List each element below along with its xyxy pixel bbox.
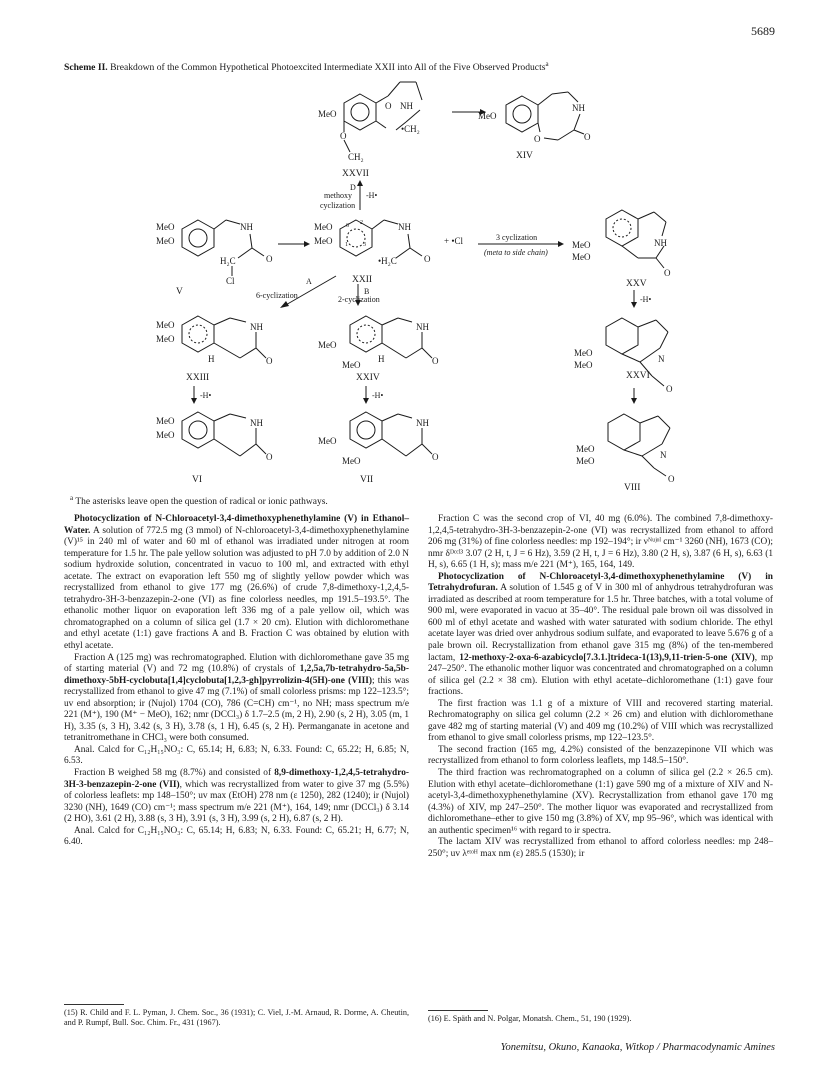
paragraph [428, 768, 773, 837]
section-heading: Photocyclization of N-Chloroacetyl-3,4-dimethoxyphenethylamine (V) in Tetrahydrofuran. [428, 571, 773, 594]
viii-n: N [660, 450, 667, 460]
paragraph [64, 514, 409, 653]
v-nh: NH [240, 222, 253, 232]
paragraph-text: The third fraction was rechromatographed on a column of silica gel (2.2 × 26.5 cm). Elution with ethyl acetate–dichloromethane (1:1) gave 590 mg of a mixture of XIV and N-acetyl-3,4-dimethoxyphenethylamine (XV). Recrystallization from ethanol gave 170 mg (4.3%) of XIV, mp 247–250°. The mother liquor was evaporated and recrystallized from dichloromethane–ether to give 150 mg (3.8%) of XV, mp 95–96°, which was identical with an authentic specimen¹⁶ with regard to ir spectra. [428, 768, 773, 836]
paragraph [428, 572, 773, 699]
xxvi-meo-1: MeO [574, 348, 593, 358]
paragraph-text: A solution of 772.5 mg (3 mmol) of N-chloroacetyl-3,4-dimethoxyphenethylamine (V)¹⁵ in 240 ml of water and 60 ml of ethanol was irradiated under nitrogen at room temperature for 1.5 hr. The pale yellow solution was adjusted to pH 7.0 by addition of 2.0 N sodium hydroxide solution, concentrated in vacuo to 100 ml, and extracted with ethyl acetate. The extract on evaporation left 550 mg of slightly yellow powder which was recrystallized from ethanol to give 177 mg (26.6%) of crude 7,8-dimethoxy-1,2,4,5-tetrahydro-3H-3-benzazepin-2-one (VI) as fine colorless needles, mp 191.5–193.5°. The ethanolic mother liquor on evaporation left 336 mg of a pale yellow oil, which was chromatographed on a column of silica gel (1.7 × 20 cm). Elution with dichloromethane and ethyl acetate (1:1) gave fractions A and B. Fraction C was obtained by elution with ethyl acetate. [64, 525, 409, 652]
six-cyclization-label: 6-cyclization [256, 291, 298, 300]
running-footer: Yonemitsu, Okuno, Kanaoka, Witkop / Pharmacodynamic Amines [500, 1042, 775, 1053]
xxiv-meo-1: MeO [318, 340, 337, 350]
label-xiv: XIV [516, 151, 533, 161]
vii-o: O [432, 452, 439, 462]
compound-name: 1,2,5a,7b-tetrahydro-5a,5b-dimethoxy-5bH-cyclobuta[1,4]cyclobuta[1,2,3-gh]pyrrolizin-4(5H)-one (VIII) [64, 664, 409, 686]
xxv-o: O [664, 268, 671, 278]
xiv-meo: MeO [478, 111, 497, 121]
xxv-meo-2: MeO [572, 252, 591, 262]
xxvii-o-carbonyl: O [385, 101, 392, 111]
paragraph [428, 745, 773, 768]
page-number: 5689 [751, 24, 775, 38]
paragraph [428, 514, 773, 572]
viii-meo-2: MeO [576, 456, 595, 466]
xxiv-meo-2: MeO [342, 360, 361, 370]
footnote-a-sup: a [70, 494, 74, 502]
structure-xxv [572, 210, 671, 289]
left-column [64, 514, 409, 849]
cyclization-label: cyclization [320, 201, 356, 210]
xxv-minus-h: -H• [640, 295, 652, 304]
analysis-text: Anal. Calcd for C₁₂H₁₅NO₃: C, 65.14; H, 6.83; N, 6.33. Found: C, 65.21; H, 6.77; N, 6.40. [64, 825, 409, 848]
paragraph-text: , mp 247–250°. The ethanolic mother liquor was concentrated and chromatographed on a column of silica gel (2.2 × 38 cm). Elution with ethyl acetate–dichloromethane (1:1) gave four fractions. [428, 652, 773, 698]
scheme-footnote [70, 494, 328, 507]
xxiv-nh: NH [416, 322, 429, 332]
paragraph [428, 837, 773, 860]
paragraph-text: A solution of 1.545 g of V in 300 ml of anhydrous tetrahydrofuran was irradiated as described at room temperature for 1.5 hr. Three batches, with a total volume of 900 ml, were evaporated in vacuo at 35–40°. The residual pale brown oil was dissolved in 600 ml of ethyl acetate and washed with water saturated with sodium chloride. The ethyl acetate layer was dried over anhydrous sodium sulfate, and evaporated to leave 5.676 g of a pale brown oil. Recrystallization from ethanol gave 315 mg (8%) of the ten-membered lactam, [428, 583, 773, 663]
xxvi-n: N [658, 354, 665, 364]
paragraph-text: The first fraction was 1.1 g of a mixture of VIII and recovered starting material. Rechromatography on silica gel column (2.2 × 26 cm) and elution with dichloromethane gave 482 mg of starting material (V) and 409 mg (10.2%) of VIII which was recrystallized from ethanol to give small colorless prisms, mp 122–123.5°. [428, 698, 773, 744]
xxii-ring-2: 2 [360, 220, 363, 226]
xxv-meo-1: MeO [572, 240, 591, 250]
xxiii-h: H [208, 354, 215, 364]
xiv-o-carbonyl: O [584, 132, 591, 142]
analysis-text: Anal. Calcd for C₁₂H₁₅NO₃: C, 65.14; H, 6.83; N, 6.33. Found: C, 65.22; H, 6.85; N, 6.53. [64, 744, 409, 767]
reference-rule-right [428, 1010, 488, 1011]
xxiii-o: O [266, 356, 273, 366]
structure-vi [156, 412, 273, 485]
vi-meo-1: MeO [156, 416, 175, 426]
reaction-scheme [60, 72, 780, 492]
xxiv-h: H [378, 354, 385, 364]
structure-v [156, 220, 273, 297]
two-cyclization-label: 2-cyclization [338, 295, 380, 304]
xxvii-nh: NH [400, 101, 413, 111]
xxii-o: O [424, 254, 431, 264]
label-xxii: XXII [352, 275, 373, 285]
vi-nh: NH [250, 418, 263, 428]
label-viii: VIII [624, 483, 641, 492]
meta-note: (meta to side chain) [484, 248, 548, 257]
compound-name: 8,9-dimethoxy-1,2,4,5-tetrahydro-3H-3-benzazepin-2-one (VII) [64, 768, 409, 790]
label-xxv: XXV [626, 279, 647, 289]
structure-vii [318, 412, 439, 485]
reference-15: (15) R. Child and F. L. Pyman, J. Chem. Soc., 36 (1931); C. Viel, J.-M. Arnaud, R. Dorme, A. Cheutin, and P. Rumpf, Bull. Soc. Chim. Fr., 431 (1967). [64, 1008, 409, 1027]
xxiv-o: O [432, 356, 439, 366]
xxvi-o: O [666, 384, 673, 394]
plus-cl-radical: + •Cl [444, 236, 463, 246]
xxvii-ch2-star: CH₂ [348, 152, 364, 162]
footnote-a-text: The asterisks leave open the question of radical or ionic pathways. [75, 497, 328, 508]
structure-viii [576, 414, 675, 492]
v-meo-2: MeO [156, 236, 175, 246]
vii-meo-1: MeO [318, 436, 337, 446]
xxiii-meo-1: MeO [156, 320, 175, 330]
label-v: V [176, 287, 183, 297]
paragraph [64, 745, 409, 768]
scheme-title: Breakdown of the Common Hypothetical Photoexcited Intermediate XXII into All of the Five Observed Products [110, 62, 546, 74]
xxv-nh: NH [654, 238, 667, 248]
paragraph-text: The second fraction (165 mg, 4.2%) consisted of the benzazepinone VII which was recrystallized from ethanol to form colorless leaflets, mp 148.5–150°. [428, 744, 773, 767]
v-o: O [266, 254, 273, 264]
structure-xxvi [574, 318, 673, 394]
label-xxiii: XXIII [186, 373, 210, 383]
reference-rule-left [64, 1004, 124, 1005]
xxvii-meo: MeO [318, 109, 337, 119]
paragraph [64, 653, 409, 745]
label-xxiv: XXIV [356, 373, 380, 383]
structure-xxii [314, 220, 431, 285]
paragraph-text: Fraction B weighed 58 mg (8.7%) and consisted of [74, 768, 275, 779]
xxii-meo-1: MeO [314, 222, 333, 232]
paragraph [428, 699, 773, 745]
viii-meo-1: MeO [576, 444, 595, 454]
vii-meo-2: MeO [342, 456, 361, 466]
vii-nh: NH [416, 418, 429, 428]
section-heading: Photocyclization of N-Chloroacetyl-3,4-dimethoxyphenethylamine (V) in Ethanol–Water. [64, 514, 409, 536]
v-h2c: H₂C [220, 256, 236, 266]
arrow-d-label: D [350, 183, 356, 192]
xxiii-meo-2: MeO [156, 334, 175, 344]
d-minus-h: -H• [366, 191, 378, 200]
right-column [428, 514, 773, 860]
xxii-h2c: •H₂C [378, 256, 397, 266]
structure-xxvii [318, 82, 422, 179]
vi-o: O [266, 452, 273, 462]
scheme-label: Scheme II. [64, 62, 108, 74]
xxii-nh: NH [398, 222, 411, 232]
structure-xxiv [318, 316, 439, 383]
paragraph [64, 768, 409, 826]
structure-xiv [478, 92, 591, 161]
label-vi: VI [192, 475, 203, 485]
paragraph-text: The lactam XIV was recrystallized from ethanol to afford colorless needles: mp 248–250°; uv λᵉᵗᵒᴴ max nm (ε) 285.5 (1530); ir [428, 837, 773, 859]
methoxy-label: methoxy [324, 191, 352, 200]
label-xxvi: XXVI [626, 371, 650, 381]
v-cl: Cl [226, 276, 235, 286]
viii-o: O [668, 474, 675, 484]
label-vii: VII [360, 475, 374, 485]
arrow-b-label: B [364, 287, 370, 296]
xxii-ring-6: 6 [346, 223, 349, 229]
paragraph-text: , which was recrystallized from water to give 37 mg (5.5%) of colorless leaflets: mp 148–150°; uv max (EtOH) 278 nm (ε 1250), 282 (1240); ir (Nujol) 3230 (NH), 1649 (CO) cm⁻¹; mass spectrum m/e 221 (M⁺), 164, 149; nmr (DCCl₃) δ 3.14 (2 HO), 3.61 (2 H), 3.88 (s, 3 H), 3.91 (s, 3 H), 3.99 (s, 2 H), 6.87 (s, 2 H). [64, 779, 410, 825]
xxii-meo-2: MeO [314, 236, 333, 246]
xxiv-minus-h: -H• [372, 391, 384, 400]
three-cyclization-label: 3 cyclization [496, 233, 538, 242]
paragraph-text: Fraction A (125 mg) was rechromatographed. Elution with dichloromethane gave 35 mg of starting material (V) and 72 mg (10.8%) of crystals of [64, 652, 409, 675]
reference-16: (16) E. Späth and N. Polgar, Monatsh. Chem., 51, 190 (1929). [428, 1014, 632, 1023]
xxiii-minus-h: -H• [200, 391, 212, 400]
xxvii-ch2-radical: •CH₂ [401, 124, 420, 134]
xxii-ring-3: 3 [363, 242, 366, 248]
paragraph-text: Fraction C was the second crop of VI, 40 mg (6.0%). The combined 7,8-dimethoxy-1,2,4,5-tetrahydro-3H-3-benzazepin-2-one (VI) was recrystallized from ethanol to afford 206 mg (31%) of fine colorless needles: mp 192–194°; ir νᴺᵘʲᵒˡ cm⁻¹ 3260 (NH), 1673 (CO); nmr δᴰᶜᶜˡ³ 3.07 (2 H, t, J = 6 Hz), 3.59 (2 H, t, J = 6 Hz), 3.80 (2 H, s), 3.87 (6 H, s), 6.63 (1 H, s), 6.65 (1 H, s); mass m/e 221 (M⁺), 165, 164, 149. [428, 514, 773, 571]
label-xxvii: XXVII [342, 169, 369, 179]
xiv-nh: NH [572, 103, 585, 113]
structure-xxiii [156, 316, 273, 383]
xiv-o-ether: O [534, 134, 541, 144]
compound-name: 12-methoxy-2-oxa-6-azabicyclo[7.3.1.]trideca-1(13),9,11-trien-5-one (XIV) [459, 652, 755, 663]
paragraph-text: ; this was recrystallized from ethanol to give 47 mg (7.1%) of small colorless prisms: mp 122–123.5°; uv end absorption; ir (Nujol) 1704 (CO), 786 (C=CH) cm⁻¹, no NH; mass spectrum m/e 221 (M⁺), 190 (M⁺ − MeO), 162; nmr (DCCl₃) δ 1.7–2.5 (m, 2 H), 2.90 (s, 2 H), 3.05 (m, 1 H), 3.35 (s, 3 H), 3.42 (s, 3 H), 3.78 (s, 1 H), 6.45 (s, 2 H). Permanganate in acetone and tetranitromethane in CHCl₃ were both consumed. [64, 675, 409, 744]
paragraph [64, 826, 409, 849]
xxii-ring-1: 1 [345, 242, 348, 248]
scheme-title-sup: a [545, 60, 549, 68]
vi-meo-2: MeO [156, 430, 175, 440]
arrow-a-label: A [306, 277, 312, 286]
xxvii-o-ether: O [340, 131, 347, 141]
xxvi-meo-2: MeO [574, 360, 593, 370]
xxiii-nh: NH [250, 322, 263, 332]
v-meo-1: MeO [156, 222, 175, 232]
